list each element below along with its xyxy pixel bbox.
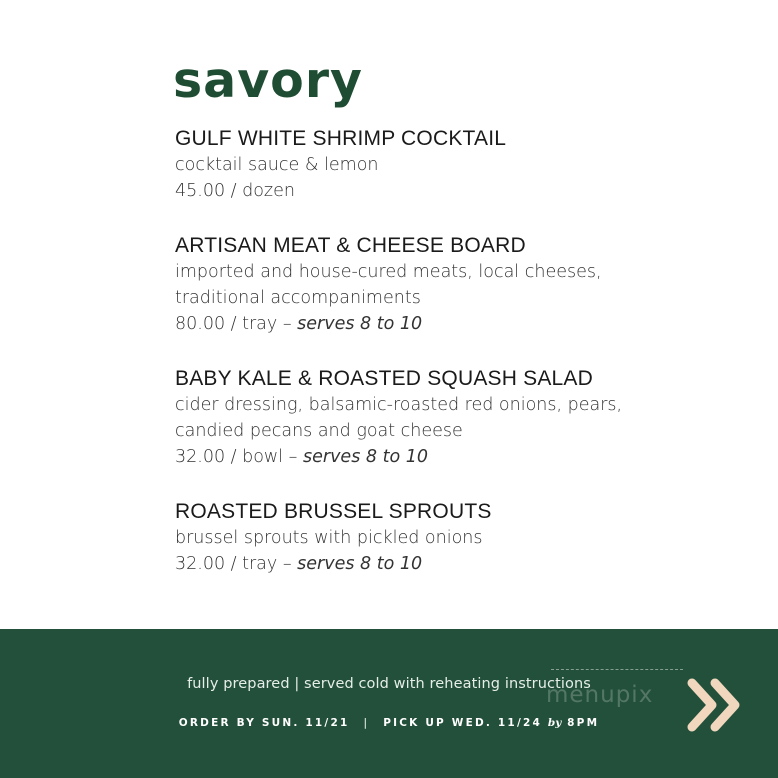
item-name: BABY KALE & ROASTED SQUASH SALAD [175, 367, 593, 390]
serves-text: serves 8 to 10 [303, 447, 428, 467]
item-description: traditional accompaniments [175, 288, 421, 308]
menu-section [173, 52, 735, 606]
section-title: savory [173, 52, 363, 109]
item-description: candied pecans and goat cheese [175, 421, 463, 441]
order-separator: | [363, 717, 370, 729]
watermark-text: menupix [546, 682, 654, 708]
menu-item [175, 366, 735, 470]
menu-item [175, 126, 735, 204]
menu-item [175, 499, 735, 577]
price-text: 32.00 / bowl – [175, 447, 303, 467]
item-name: ROASTED BRUSSEL SPROUTS [175, 500, 492, 523]
pickup-text: PICK UP WED. 11/24 [383, 717, 542, 729]
menupix-watermark [546, 669, 686, 719]
footer-banner [0, 629, 778, 778]
item-name: ARTISAN MEAT & CHEESE BOARD [175, 234, 526, 257]
serves-text: serves 8 to 10 [297, 314, 423, 334]
item-price: 45.00 / dozen [175, 181, 295, 201]
item-price [175, 551, 735, 577]
price-text: 80.00 / tray – [175, 314, 298, 334]
serves-text: serves 8 to 10 [297, 554, 423, 574]
watermark-dash [551, 669, 683, 670]
item-description: imported and house-cured meats, local cheeses, [175, 262, 602, 282]
item-description: brussel sprouts with pickled onions [175, 528, 483, 548]
time-text: 8PM [567, 717, 600, 729]
by-text: by [547, 717, 562, 729]
item-name: GULF WHITE SHRIMP COCKTAIL [175, 127, 507, 150]
menu-item [175, 233, 735, 337]
order-by-text: ORDER BY SUN. 11/21 [178, 717, 350, 729]
item-price [175, 444, 735, 470]
item-description: cider dressing, balsamic-roasted red onions, pears, [175, 395, 623, 415]
item-description: cocktail sauce & lemon [175, 155, 379, 175]
item-price [175, 311, 735, 337]
price-text: 32.00 / tray – [175, 554, 298, 574]
footer-note: fully prepared | served cold with reheating instructions [187, 676, 591, 692]
double-chevron-right-icon[interactable] [686, 676, 744, 734]
